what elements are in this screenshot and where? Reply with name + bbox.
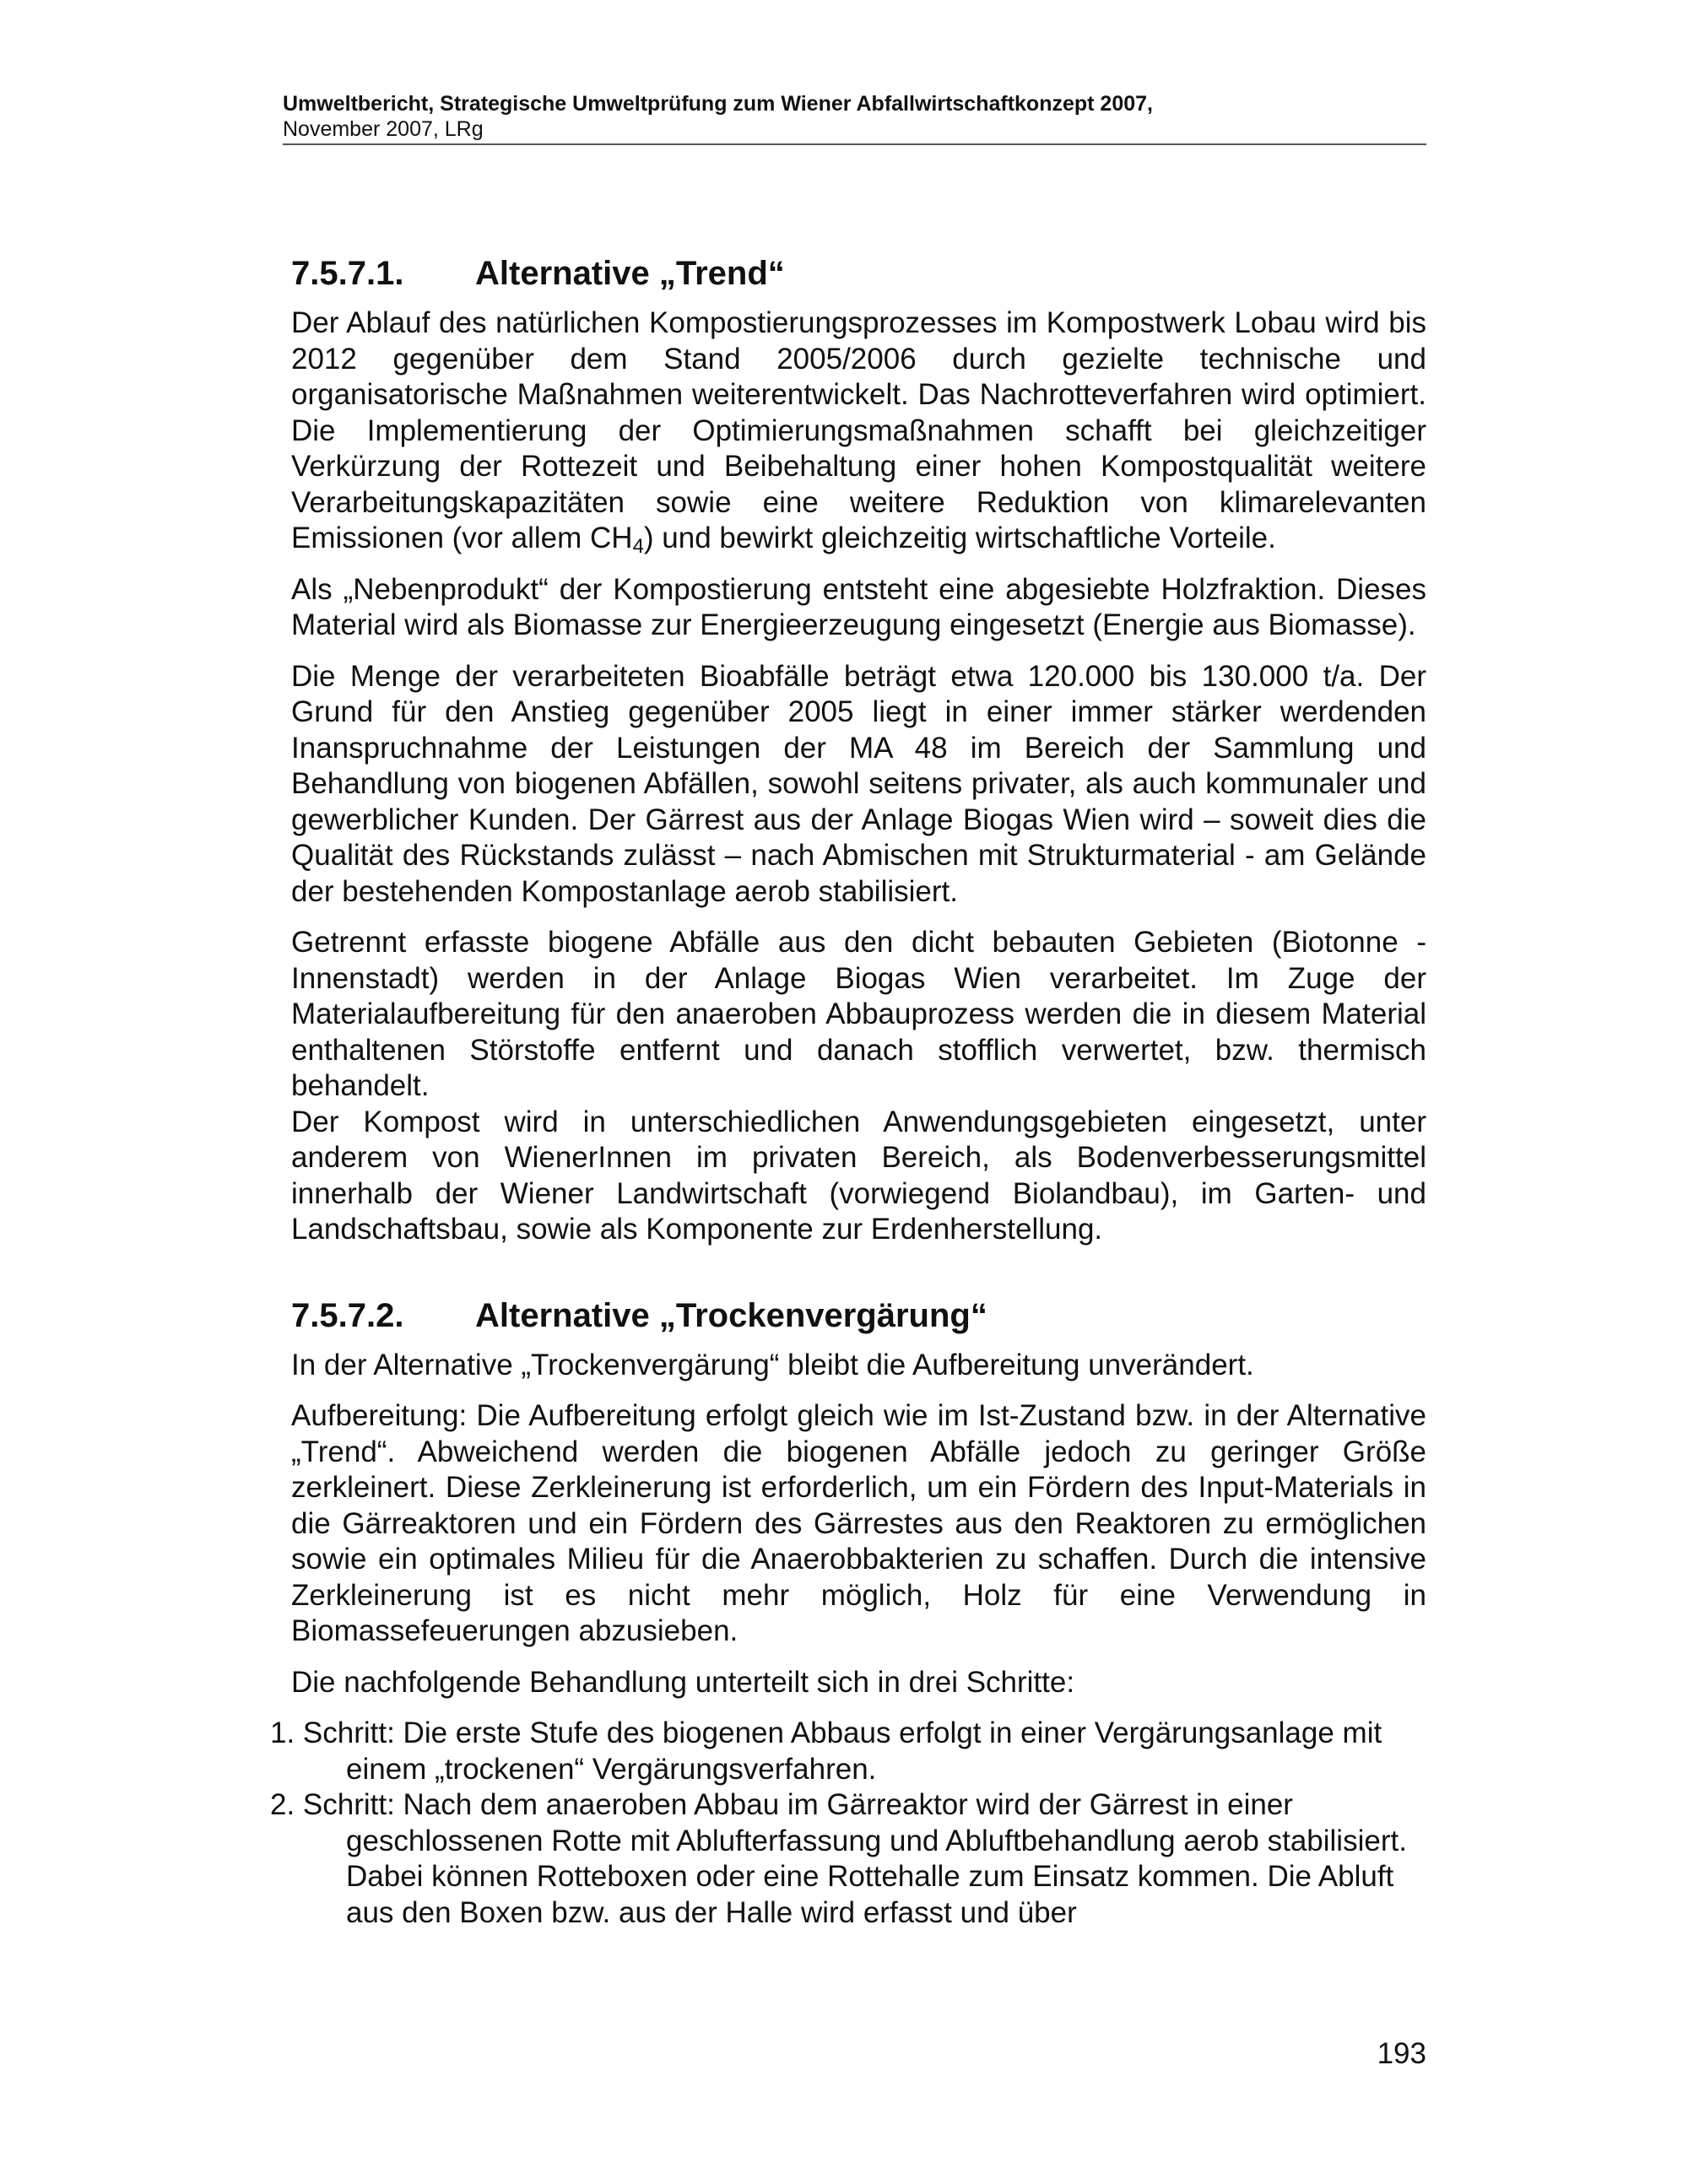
paragraph-text: Der Ablauf des natürlichen Kompostierungsprozesses im Kompostwerk Lobau wird bis 2012 gegenüber dem Stand 2005/2006 durch gezielte technische und organisatorische Maßnahmen weiterentwickelt. Das Nachrotteverfahren wird optimiert. Die Implementierung der Optimierungsmaßnahmen schafft bei gleichzeitiger Verkürzung der Rottezeit und Beibehaltung einer hohen Kompostqualität weitere Verarbeitungskapazitäten sowie eine weitere Reduktion von klimarelevanten Emissionen (vor allem CH — [291, 306, 1426, 554]
subscript: 4 — [632, 535, 644, 558]
steps-list — [270, 1716, 1426, 1931]
section-number: 7.5.7.1. — [291, 255, 404, 292]
section-heading-trockenvergaerung — [291, 1295, 1426, 1336]
paragraph-text-continued: ) und bewirkt gleichzeitig wirtschaftliche Vorteile. — [643, 522, 1276, 554]
header-subtitle: November 2007, LRg — [283, 117, 484, 141]
paragraph-trend-1 — [291, 305, 1426, 557]
section-title: Alternative „Trockenvergärung“ — [475, 1296, 987, 1334]
document-body — [270, 253, 1426, 1931]
paragraph-trend-2: Als „Nebenprodukt“ der Kompostierung entsteht eine abgesiebte Holzfraktion. Dieses Material wird als Biomasse zur Energieerzeugung eingesetzt (Energie aus Biomasse). — [291, 572, 1426, 641]
paragraph-trocken-1: In der Alternative „Trockenvergärung“ bleibt die Aufbereitung unverändert. — [291, 1348, 1254, 1381]
paragraph-trocken-2: Aufbereitung: Die Aufbereitung erfolgt gleich wie im Ist-Zustand bzw. in der Alternative „Trend“. Abweichend werden die biogenen Abfälle jedoch zu geringer Größe zerkleinert. Diese Zerkleinerung ist erforderlich, um ein Fördern des Input-Materials in die Gärreaktoren und ein Fördern des Gärrestes aus den Reaktoren zu ermöglichen sowie ein optimales Milieu für die Anaerobbakterien zu schaffen. Durch die intensive Zerkleinerung ist es nicht mehr möglich, Holz für eine Verwendung in Biomassefeuerungen abzusieben. — [291, 1399, 1426, 1647]
section-heading-trend — [291, 253, 1426, 294]
paragraph-trend-3: Die Menge der verarbeiteten Bioabfälle beträgt etwa 120.000 bis 130.000 t/a. Der Grund für den Anstieg gegenüber 2005 liegt in einer immer stärker werdenden Inanspruchnahme der Leistungen der MA 48 im Bereich der Sammlung und Behandlung von biogenen Abfällen, sowohl seitens privater, als auch kommunaler und gewerblicher Kunden. Der Gärrest aus der Anlage Biogas Wien wird – soweit dies die Qualität des Rückstands zulässt – nach Abmischen mit Strukturmaterial - am Gelände der bestehenden Kompostanlage aerob stabilisiert. — [291, 659, 1426, 908]
list-item: 2. Schritt: Nach dem anaeroben Abbau im Gärreaktor wird der Gärrest in einer geschlossenen Rotte mit Ablufterfassung und Abluftbehandlung aerob stabilisiert. Dabei können Rotteboxen oder eine Rottehalle zum Einsatz kommen. Die Abluft aus den Boxen bzw. aus der Halle wird erfasst und über — [270, 1788, 1407, 1929]
paragraph-trocken-3: Die nachfolgende Behandlung unterteilt sich in drei Schritte: — [291, 1665, 1075, 1699]
section-number: 7.5.7.2. — [291, 1296, 404, 1334]
paragraph-trend-4: Getrennt erfasste biogene Abfälle aus den dicht bebauten Gebieten (Biotonne - Innenstadt) werden in der Anlage Biogas Wien verarbeitet. Im Zuge der Materialaufbereitung für den anaeroben Abbauprozess werden die in diesem Material enthaltenen Störstoffe entfernt und danach stofflich verwertet, bzw. thermisch behandelt. — [291, 926, 1426, 1102]
paragraph-trend-5: Der Kompost wird in unterschiedlichen Anwendungsgebieten eingesetzt, unter anderem von WienerInnen im privaten Bereich, als Bodenverbesserungsmittel innerhalb der Wiener Landwirtschaft (vorwiegend Biolandbau), im Garten- und Landschaftsbau, sowie als Komponente zur Erdenherstellung. — [291, 1105, 1426, 1246]
page-header — [283, 91, 1426, 145]
list-item: 1. Schritt: Die erste Stufe des biogenen Abbaus erfolgt in einer Vergärungsanlage mit einem „trockenen“ Vergärungsverfahren. — [270, 1716, 1382, 1786]
section-title: Alternative „Trend“ — [475, 255, 785, 292]
header-title: Umweltbericht, Strategische Umweltprüfung zum Wiener Abfallwirtschaftkonzept 2007, — [283, 92, 1153, 116]
page-number: 193 — [1377, 2037, 1426, 2070]
